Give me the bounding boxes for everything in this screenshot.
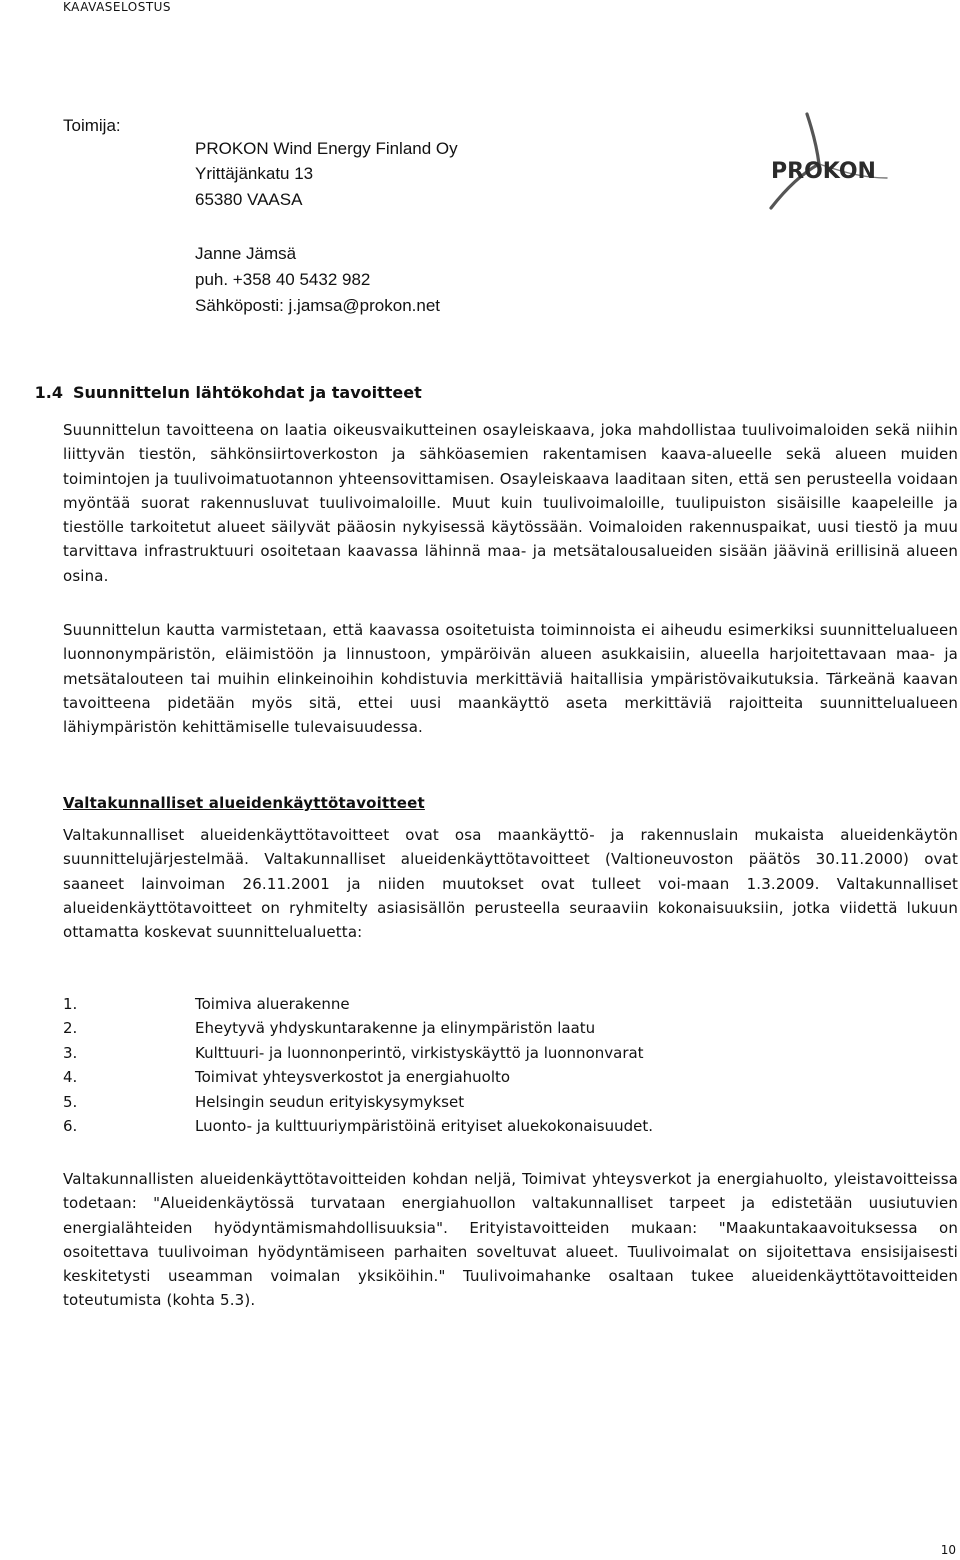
- section-number: 1.4: [34, 383, 63, 402]
- page-number: 10: [940, 1543, 956, 1557]
- paragraph-energy-goals: Valtakunnallisten alueidenkäyttötavoitteiden kohdan neljä, Toimivat yhteysverkot ja energiahuolto, yleistavoitteissa todetaan: "Alueidenkäytössä turvataan energiahuollon valtakunnalliset tarpeet ja edistetään uusiutuvien energialähteiden hyödyntämismahdollisuuksia". Erityistavoitteiden mukaan: "Maakuntakaavoituksessa on osoitettava tuulivoiman hyödyntämiseen parhaiten soveltuvat alueet. Tuulivoimalat on sijoitettava ensisijaisesti keskitetysti useamman voimalan yksiköihin." Tuulivoimahanke osaltaan tukee alueidenkäyttötavoitteiden toteutumista (kohta 5.3).: [63, 1170, 958, 1310]
- list-item: 4. Toimivat yhteysverkostot ja energiahuolto: [63, 1068, 511, 1087]
- section-title: Suunnittelun lähtökohdat ja tavoitteet: [73, 383, 422, 402]
- paragraph-planning-goals: Suunnittelun tavoitteena on laatia oikeusvaikutteinen osayleiskaava, joka mahdollistaa tuulivoimaloiden sekä niihin liittyvän tiestön, sähkönsiirtoverkoston ja sähköasemien rakentamisen kaava-alueelle sekä alueen muiden toimintojen ja tuulivoimatuotannon yhteensovittamisen. Osayleiskaava laaditaan siten, että sen perusteella voidaan myöntää suorat rakennusluvat tuulivoimaloille. Muut kuin tuulivoimaloille, tuulipuiston sisäisille kaapeleille ja tiestölle tarkoitetut alueet säilyvät pääosin nykyisessä käytössään. Voimaloiden rakennuspaikat, uusi tiestö ja muu tarvittava infrastruktuuri osoitetaan kaavassa lähinnä maa- ja metsätalousalueiden sisään jäävinä erillisinä alueen osina.: [63, 421, 958, 585]
- contact-person: Janne Jämsä: [195, 244, 297, 263]
- prokon-logo: [765, 112, 895, 212]
- list-item: 3. Kulttuuri- ja luonnonperintö, virkistyskäyttö ja luonnonvarat: [63, 1043, 644, 1062]
- national-goals-heading: Valtakunnalliset alueidenkäyttötavoitteet: [63, 794, 425, 812]
- list-item: 6. Luonto- ja kulttuuriympäristöinä erityiset aluekokonaisuudet.: [63, 1116, 654, 1135]
- section-heading: [0, 383, 960, 402]
- contact-city: 65380 VAASA: [195, 190, 303, 209]
- logo-wordmark: PROKON: [771, 159, 876, 184]
- contact-email: Sähköposti: j.jamsa@prokon.net: [195, 296, 440, 315]
- document-header-label: KAAVASELOSTUS: [63, 0, 172, 14]
- list-item: 2. Eheytyvä yhdyskuntarakenne ja elinympäristön laatu: [63, 1019, 596, 1038]
- contact-company: PROKON Wind Energy Finland Oy: [195, 139, 458, 158]
- contact-heading: Toimija:: [63, 116, 121, 135]
- contact-street: Yrittäjänkatu 13: [195, 164, 314, 183]
- paragraph-planning-impacts: Suunnittelun kautta varmistetaan, että kaavassa osoitetuista toiminnoista ei aiheudu esimerkiksi suunnittelualueen luonnonympäristön, eläimistöön ja linnustoon, ympäröivän alueen asukkaisiin, alueella harjoitettavaan maa- ja metsätalouteen tai muihin elinkeinoihin kohdistuvia merkittäviä haitallisia ympäristövaikutuksia. Tärkeänä kaavan tavoitteena pidetään myös sitä, ettei uusi maankäyttö aseta merkittäviä rajoitteita suunnittelualueen lähiympäristön kehittämiselle tulevaisuudessa.: [63, 621, 958, 737]
- national-goals-list: [63, 992, 653, 1138]
- list-item: 1. Toimiva aluerakenne: [63, 995, 350, 1013]
- contact-phone: puh. +358 40 5432 982: [195, 270, 371, 289]
- paragraph-national-goals-intro: Valtakunnalliset alueidenkäyttötavoitteet ovat osa maankäyttö- ja rakennuslain mukaista alueidenkäytön suunnittelujärjestelmää. Valtakunnalliset alueidenkäyttötavoitteet (Valtioneuvoston päätös 30.11.2000) ovat saaneet lainvoiman 26.11.2001 ja niiden muutokset ovat tulleet voi-maan 1.3.2009. Valtakunnalliset alueidenkäyttötavoitteet on ryhmitelty asiasisällön perusteella seuraaviin kokonaisuuksiin, jotka viidettä lukuun ottamatta koskevat suunnittelualuetta:: [63, 826, 958, 942]
- list-item: 5. Helsingin seudun erityiskysymykset: [63, 1092, 465, 1111]
